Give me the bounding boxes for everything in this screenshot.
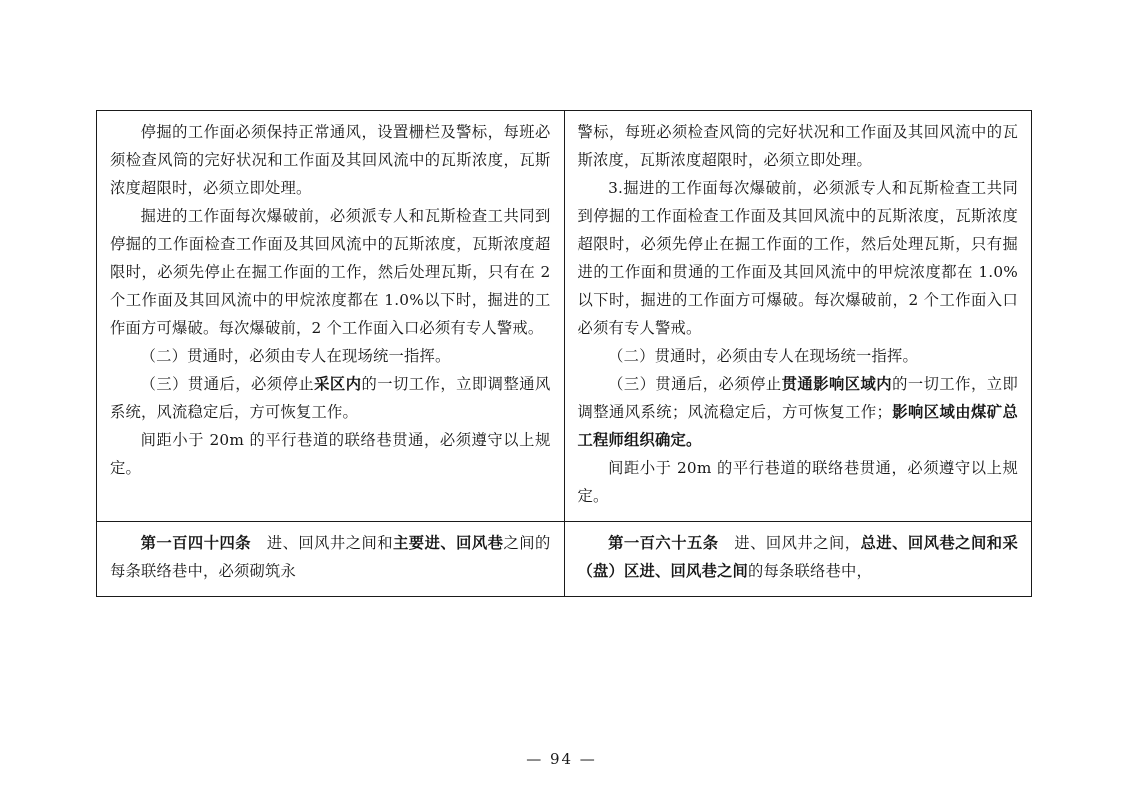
right-article-content [578,530,1019,586]
table-row [97,111,1032,522]
bold-run: 主要进、回风巷 [393,533,504,552]
paragraph-with-bold [110,371,551,427]
article-number: 第一百六十五条 [608,533,719,552]
paragraph: （二）贯通时，必须由专人在现场统一指挥。 [140,346,451,365]
left-article-content [110,530,551,586]
page-number: — 94 — [526,750,597,768]
spacer [251,534,267,552]
bold-run: 总进、回风巷之间和采（盘）区进、回风巷之间 [577,533,1018,580]
article-paragraph [110,530,551,586]
table-cell-right-article [564,521,1032,596]
article-text-part-3: 的每条联络巷中， [747,561,872,580]
article-text-post: 之间的每条联络巷中，必须砌筑永 [110,533,551,580]
table-cell-right-new [564,111,1032,522]
article-number: 第一百四十四条 [140,533,252,552]
comparison-table-wrapper [96,110,1032,597]
table-cell-left-old [97,111,565,522]
article-text-part-1: 进、回风井之间， [734,533,861,552]
paragraph: 停掘的工作面必须保持正常通风，设置栅栏及警标，每班必须检查风筒的完好状况和工作面及其回风流中的瓦斯浓度，瓦斯浓度超限时，必须立即处理。 [110,123,551,197]
para-3-post: 的一切工作，立即调整通风系统，风流稳定后，方可恢复工作。 [110,374,551,421]
para-3-pre: （三）贯通后，必须停止 [608,374,782,393]
paragraph: 3.掘进的工作面每次爆破前，必须派专人和瓦斯检查工共同到停掘的工作面检查工作面及其回风流中的瓦斯浓度，瓦斯浓度超限时，必须先停止在掘工作面的工作，然后处理瓦斯，只有掘进的工作面和贯通的工作面及其回风流中的甲烷浓度都在 1.0%以下时，掘进的工作面方可爆破。每次爆破前，2 个工作面入口必须有专人警戒。 [577,178,1018,337]
right-cell-content [578,119,1019,511]
table-row [97,521,1032,596]
para-3-pre: （三）贯通后，必须停止 [140,374,315,393]
left-cell-content [110,119,551,483]
paragraph: 间距小于 20m 的平行巷道的联络巷贯通，必须遵守以上规定。 [110,430,551,477]
paragraph: （二）贯通时，必须由专人在现场统一指挥。 [608,346,919,365]
comparison-table [96,110,1032,597]
spacer [719,534,735,552]
bold-run: 采区内 [314,374,362,393]
para-3-mid: 的一切工作，立即调整通风系统；风流稳定后，方可恢复工作； [577,374,1019,421]
bold-run-2: 影响区域由煤矿总工程师组织确定。 [577,402,1018,449]
table-cell-left-article [97,521,565,596]
bold-run: 贯通影响区域内 [781,374,893,393]
paragraph: 警标，每班必须检查风筒的完好状况和工作面及其回风流中的瓦斯浓度，瓦斯浓度超限时，必须立即处理。 [577,123,1018,169]
paragraph-with-bold [578,371,1019,455]
article-paragraph [578,530,1019,586]
paragraph: 掘进的工作面每次爆破前，必须派专人和瓦斯检查工共同到停掘的工作面检查工作面及其回风流中的瓦斯浓度，瓦斯浓度超限时，必须先停止在掘工作面的工作，然后处理瓦斯，只有在 2 个工作面及其回风流中的甲烷浓度都在 1.0%以下时，掘进的工作面方可爆破。每次爆破前，2 个工作面入口必须有专人警戒。 [110,206,551,337]
article-text-pre: 进、回风井之间和 [266,533,394,552]
paragraph: 间距小于 20m 的平行巷道的联络巷贯通，必须遵守以上规定。 [577,458,1018,505]
